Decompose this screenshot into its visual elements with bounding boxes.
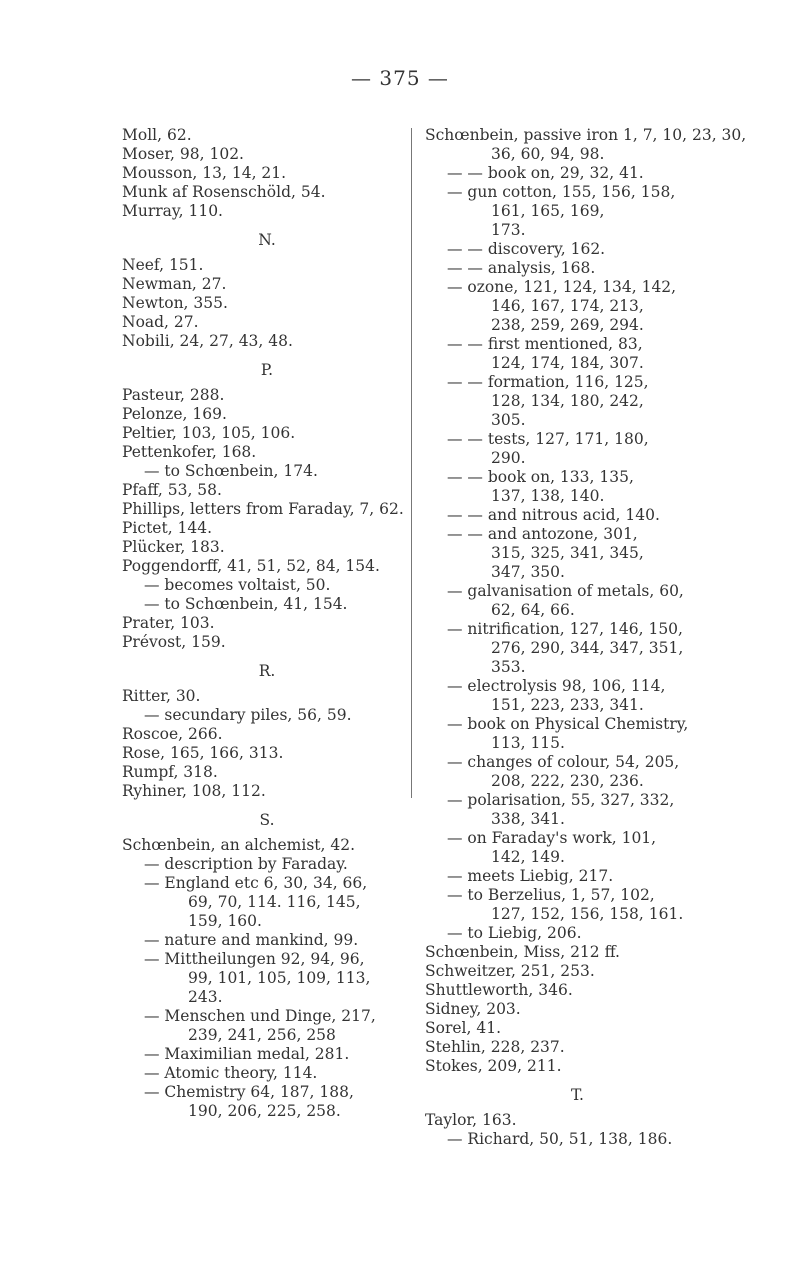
- entry-continuation: 208, 222, 230, 236.: [491, 772, 644, 790]
- index-subentry: [425, 715, 730, 753]
- index-entry: [122, 256, 412, 275]
- entry-line: — Mittheilungen 92, 94, 96,: [144, 950, 365, 968]
- index-entry: [122, 744, 412, 763]
- index-column-left: [122, 126, 412, 1121]
- entry-line: Moser, 98, 102.: [122, 145, 244, 163]
- entry-continuation: 146, 167, 174, 213,: [491, 297, 644, 315]
- entry-line: Mousson, 13, 14, 21.: [122, 164, 287, 182]
- entry-line: — gun cotton, 155, 156, 158,: [447, 183, 676, 201]
- index-entry: [122, 725, 412, 744]
- entry-continuation: 161, 165, 169,: [491, 202, 605, 220]
- entry-line: — England etc 6, 30, 34, 66,: [144, 874, 368, 892]
- entry-line: Pfaff, 53, 58.: [122, 481, 222, 499]
- index-entry: [122, 275, 412, 294]
- entry-continuation: 315, 325, 341, 345,: [491, 544, 644, 562]
- index-subentry: [425, 753, 730, 791]
- entry-line: — nitrification, 127, 146, 150,: [447, 620, 683, 638]
- index-subentry: [122, 1083, 412, 1121]
- index-subentry: [425, 620, 730, 677]
- index-entry: [122, 164, 412, 183]
- entry-continuation: 239, 241, 256, 258: [188, 1026, 336, 1044]
- entry-line: — Maximilian medal, 281.: [144, 1045, 350, 1063]
- entry-line: — Richard, 50, 51, 138, 186.: [447, 1130, 673, 1148]
- entry-line: — — formation, 116, 125,: [447, 373, 649, 391]
- entry-line: Stokes, 209, 211.: [425, 1057, 562, 1075]
- entry-continuation: 151, 223, 233, 341.: [491, 696, 644, 714]
- entry-line: — electrolysis 98, 106, 114,: [447, 677, 666, 695]
- index-entry: [122, 836, 412, 855]
- index-subentry: [425, 1130, 730, 1149]
- index-entry: [122, 294, 412, 313]
- entry-line: Rose, 165, 166, 313.: [122, 744, 284, 762]
- entry-line: — meets Liebig, 217.: [447, 867, 614, 885]
- entry-line: — galvanisation of metals, 60,: [447, 582, 684, 600]
- page-number: — 375 —: [351, 66, 449, 90]
- entry-line: — — tests, 127, 171, 180,: [447, 430, 649, 448]
- entry-line: Schœnbein, an alchemist, 42.: [122, 836, 356, 854]
- index-subentry: [122, 874, 412, 931]
- index-subentry: [122, 1045, 412, 1064]
- entry-line: Rumpf, 318.: [122, 763, 218, 781]
- entry-line: — book on Physical Chemistry,: [447, 715, 689, 733]
- index-subentry: [425, 506, 730, 525]
- index-subentry: [122, 462, 412, 481]
- entry-continuation: 36, 60, 94, 98.: [491, 145, 605, 163]
- entry-line: Noad, 27.: [122, 313, 199, 331]
- entry-line: Pettenkofer, 168.: [122, 443, 257, 461]
- entry-line: — Chemistry 64, 187, 188,: [144, 1083, 354, 1101]
- entry-continuation: 128, 134, 180, 242,: [491, 392, 644, 410]
- entry-line: Schweitzer, 251, 253.: [425, 962, 595, 980]
- entry-line: Poggendorff, 41, 51, 52, 84, 154.: [122, 557, 380, 575]
- entry-line: — to Liebig, 206.: [447, 924, 582, 942]
- entry-line: Newman, 27.: [122, 275, 227, 293]
- index-subentry: [425, 335, 730, 373]
- entry-line: Roscoe, 266.: [122, 725, 223, 743]
- entry-line: Prévost, 159.: [122, 633, 226, 651]
- entry-line: Nobili, 24, 27, 43, 48.: [122, 332, 293, 350]
- index-subentry: [425, 829, 730, 867]
- entry-line: Taylor, 163.: [425, 1111, 517, 1129]
- index-subentry: [425, 886, 730, 924]
- index-entry: [122, 443, 412, 462]
- index-subentry: [425, 525, 730, 582]
- index-entry: [425, 1111, 730, 1130]
- index-subentry: [122, 1064, 412, 1083]
- entry-line: — nature and mankind, 99.: [144, 931, 359, 949]
- entry-line: — ozone, 121, 124, 134, 142,: [447, 278, 677, 296]
- entry-continuation: 142, 149.: [491, 848, 565, 866]
- index-subentry: [425, 164, 730, 183]
- index-entry: [122, 500, 412, 519]
- index-entry: [425, 981, 730, 1000]
- entry-line: — — and nitrous acid, 140.: [447, 506, 660, 524]
- index-entry: [122, 782, 412, 801]
- index-entry: [425, 126, 747, 164]
- entry-continuation: 159, 160.: [188, 912, 262, 930]
- entry-continuation: 190, 206, 225, 258.: [188, 1102, 341, 1120]
- entry-continuation: 353.: [491, 658, 526, 676]
- index-entry: [122, 126, 412, 145]
- entry-line: Newton, 355.: [122, 294, 228, 312]
- entry-continuation: 127, 152, 156, 158, 161.: [491, 905, 684, 923]
- entry-line: — description by Faraday.: [144, 855, 348, 873]
- entry-line: Stehlin, 228, 237.: [425, 1038, 565, 1056]
- index-entry: [122, 633, 412, 652]
- index-subentry: [122, 931, 412, 950]
- index-subentry: [425, 430, 730, 468]
- entry-line: Pasteur, 288.: [122, 386, 225, 404]
- entry-line: — secundary piles, 56, 59.: [144, 706, 352, 724]
- entry-continuation: 173.: [491, 221, 526, 239]
- entry-line: Schœnbein, passive iron 1, 7, 10, 23, 30,: [425, 126, 747, 144]
- entry-line: — changes of colour, 54, 205,: [447, 753, 680, 771]
- index-entry: [425, 962, 730, 981]
- entry-continuation: 99, 101, 105, 109, 113,: [188, 969, 371, 987]
- index-subentry: [122, 950, 412, 1007]
- entry-line: — to Schœnbein, 41, 154.: [144, 595, 348, 613]
- index-entry: [122, 614, 412, 633]
- index-subentry: [122, 1007, 412, 1045]
- index-entry: [122, 332, 412, 351]
- index-entry: [122, 313, 412, 332]
- entry-continuation: 69, 70, 114. 116, 145,: [188, 893, 361, 911]
- index-subentry: [425, 259, 730, 278]
- entry-continuation: 62, 64, 66.: [491, 601, 575, 619]
- entry-line: Neef, 151.: [122, 256, 204, 274]
- entry-line: Pelonze, 169.: [122, 405, 227, 423]
- entry-line: Peltier, 103, 105, 106.: [122, 424, 296, 442]
- entry-line: Phillips, letters from Faraday, 7, 62.: [122, 500, 404, 518]
- entry-continuation: 276, 290, 344, 347, 351,: [491, 639, 684, 657]
- entry-line: Prater, 103.: [122, 614, 215, 632]
- entry-line: Sorel, 41.: [425, 1019, 501, 1037]
- entry-line: — on Faraday's work, 101,: [447, 829, 657, 847]
- entry-continuation: 243.: [188, 988, 223, 1006]
- index-entry: [122, 183, 412, 202]
- entry-line: Pictet, 144.: [122, 519, 213, 537]
- index-subentry: [425, 183, 730, 240]
- entry-line: Ritter, 30.: [122, 687, 201, 705]
- section-letter: N.: [258, 231, 276, 249]
- index-entry: [425, 1057, 730, 1076]
- index-subentry: [425, 677, 730, 715]
- entry-line: — to Berzelius, 1, 57, 102,: [447, 886, 655, 904]
- index-subentry: [425, 468, 730, 506]
- index-subentry: [425, 373, 730, 430]
- entry-line: Shuttleworth, 346.: [425, 981, 573, 999]
- entry-continuation: 113, 115.: [491, 734, 565, 752]
- index-entry: [122, 145, 412, 164]
- index-entry: [122, 538, 412, 557]
- entry-line: — — book on, 133, 135,: [447, 468, 634, 486]
- entry-continuation: 124, 174, 184, 307.: [491, 354, 644, 372]
- index-entry: [122, 405, 412, 424]
- entry-continuation: 305.: [491, 411, 526, 429]
- section-letter: P.: [260, 361, 274, 379]
- column-divider: [411, 128, 412, 798]
- section-letter: S.: [259, 811, 275, 829]
- index-subentry: [122, 595, 412, 614]
- index-entry: [425, 1019, 730, 1038]
- index-entry: [425, 1038, 730, 1057]
- entry-line: — Atomic theory, 114.: [144, 1064, 318, 1082]
- entry-line: Ryhiner, 108, 112.: [122, 782, 266, 800]
- index-entry: [425, 1000, 730, 1019]
- entry-line: Schœnbein, Miss, 212 ff.: [425, 943, 620, 961]
- entry-line: Murray, 110.: [122, 202, 223, 220]
- entry-line: Munk af Rosenschöld, 54.: [122, 183, 326, 201]
- entry-line: — — book on, 29, 32, 41.: [447, 164, 644, 182]
- index-entry: [122, 687, 412, 706]
- entry-line: Sidney, 203.: [425, 1000, 521, 1018]
- entry-line: Moll, 62.: [122, 126, 192, 144]
- entry-line: — polarisation, 55, 327, 332,: [447, 791, 675, 809]
- index-subentry: [122, 855, 412, 874]
- index-entry: [122, 557, 412, 576]
- index-entry: [122, 202, 412, 221]
- entry-continuation: 338, 341.: [491, 810, 565, 828]
- index-subentry: [425, 867, 730, 886]
- entry-line: — — analysis, 168.: [447, 259, 596, 277]
- index-entry: [122, 481, 412, 500]
- section-letter: R.: [258, 662, 276, 680]
- index-subentry: [425, 278, 730, 335]
- entry-continuation: 347, 350.: [491, 563, 565, 581]
- index-subentry: [425, 791, 730, 829]
- entry-line: — — first mentioned, 83,: [447, 335, 643, 353]
- index-entry: [122, 424, 412, 443]
- index-subentry: [425, 582, 730, 620]
- index-entry: [122, 386, 412, 405]
- entry-line: — — discovery, 162.: [447, 240, 606, 258]
- index-entry: [122, 763, 412, 782]
- entry-line: — to Schœnbein, 174.: [144, 462, 318, 480]
- index-subentry: [425, 240, 730, 259]
- entry-line: — Menschen und Dinge, 217,: [144, 1007, 376, 1025]
- index-subentry: [122, 576, 412, 595]
- entry-line: — becomes voltaist, 50.: [144, 576, 331, 594]
- index-entry: [425, 943, 730, 962]
- entry-continuation: 137, 138, 140.: [491, 487, 605, 505]
- entry-line: — — and antozone, 301,: [447, 525, 638, 543]
- section-letter: T.: [571, 1086, 584, 1104]
- index-column-right: [425, 126, 747, 1149]
- index-subentry: [122, 706, 412, 725]
- index-subentry: [425, 924, 730, 943]
- entry-continuation: 290.: [491, 449, 526, 467]
- entry-line: Plücker, 183.: [122, 538, 225, 556]
- entry-continuation: 238, 259, 269, 294.: [491, 316, 644, 334]
- index-entry: [122, 519, 412, 538]
